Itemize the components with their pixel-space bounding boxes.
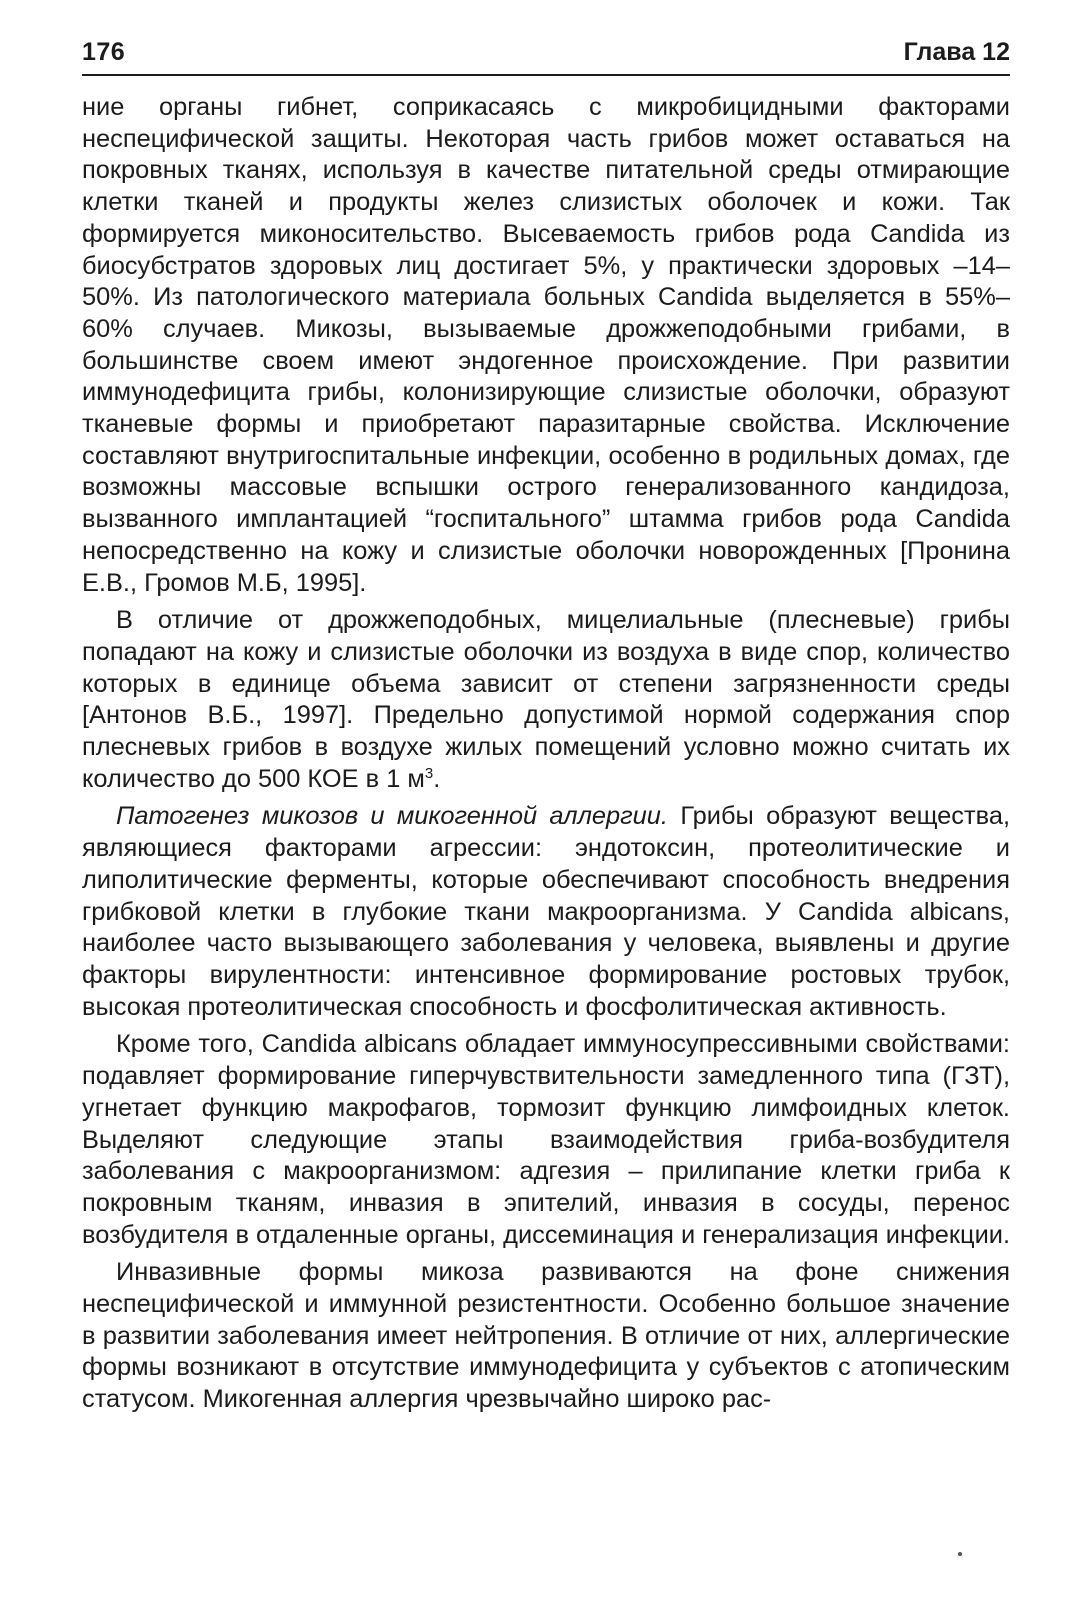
chapter-title: Глава 12 (903, 38, 1010, 66)
paragraph-text: Грибы образуют вещества, являющиеся факторами агрессии: эндотоксин, протеолитические и липолитические ферменты, которые обеспечивают способность внедрения грибковой клетки в глубокие ткани макроорганизма. У Candida albicans, наиболее часто вызывающего заболевания у человека, выявлены и другие факторы вирулентности: интенсивное формирование ростовых трубок, высокая протеолитическая способность и фосфолитическая активность. (82, 802, 1011, 1021)
paragraph-tail: . (433, 764, 441, 793)
scan-speck (958, 1552, 962, 1556)
paragraph-text: В отличие от дрожжеподобных, мицелиальные (плесневые) грибы попадают на кожу и слизистые оболочки из воздуха в виде спор, количество которых в единице объема зависит от степени загрязненности среды [Антонов В.Б., 1997]. Предельно допустимой нормой содержания спор плесневых грибов в воздухе жилых помещений условно можно считать их количество до 500 КОЕ в 1 м (82, 606, 1010, 793)
superscript: 3 (424, 764, 434, 782)
page-header (82, 34, 1010, 76)
page-number: 176 (82, 38, 126, 66)
paragraph-3 (82, 801, 1010, 1023)
paragraph-2 (82, 605, 1010, 795)
body-text (82, 92, 1010, 1422)
paragraph-4 (82, 1029, 1010, 1251)
section-lead-in: Патогенез микозов и микогенной аллергии. (116, 802, 668, 831)
paragraph-text: Кроме того, Candida albicans обладает иммуносупрессивными свойствами: подавляет формирование гиперчувствительности замедленного типа (ГЗТ), угнетает функцию макрофагов, тормозит функцию лимфоидных клеток. Выделяют следующие этапы взаимодействия гриба-возбудителя заболевания с макроорганизмом: адгезия – прилипание клетки гриба к покровным тканям, инвазия в эпителий, инвазия в сосуды, перенос возбудителя в отдаленные органы, диссеминация и генерализация инфекции. (82, 1030, 1010, 1249)
paragraph-1 (82, 92, 1010, 599)
paragraph-5 (82, 1257, 1010, 1416)
paragraph-text: Инвазивные формы микоза развиваются на фоне снижения неспецифической и иммунной резистентности. Особенно большое значение в развитии заболевания имеет нейтропения. В отличие от них, аллергические формы возникают в отсутствие иммунодефицита у субъектов с атопическим статусом. Микогенная аллергия чрезвычайно широко рас- (82, 1258, 1010, 1414)
paragraph-text: ние органы гибнет, соприкасаясь с микробицидными факторами неспецифической защиты. Некоторая часть грибов может оставаться на покровных тканях, используя в качестве питательной среды отмирающие клетки тканей и продукты желез слизистых оболочек и кожи. Так формируется миконосительство. Высеваемость грибов рода Candida из биосубстратов здоровых лиц достигает 5%, у практически здоровых –14–50%. Из патологического материала больных Candida выделяется в 55%–60% случаев. Микозы, вызываемые дрожжеподобными грибами, в большинстве своем имеют эндогенное происхождение. При развитии иммунодефицита грибы, колонизирующие слизистые оболочки, образуют тканевые формы и приобретают паразитарные свойства. Исключение составляют внутригоспитальные инфекции, особенно в родильных домах, где возможны массовые вспышки острого генерализованного кандидоза, вызванного имплантацией “госпитального” штамма грибов рода Candida непосредственно на кожу и слизистые оболочки новорожденных [Пронина Е.В., Громов М.Б, 1995]. (82, 93, 1010, 597)
